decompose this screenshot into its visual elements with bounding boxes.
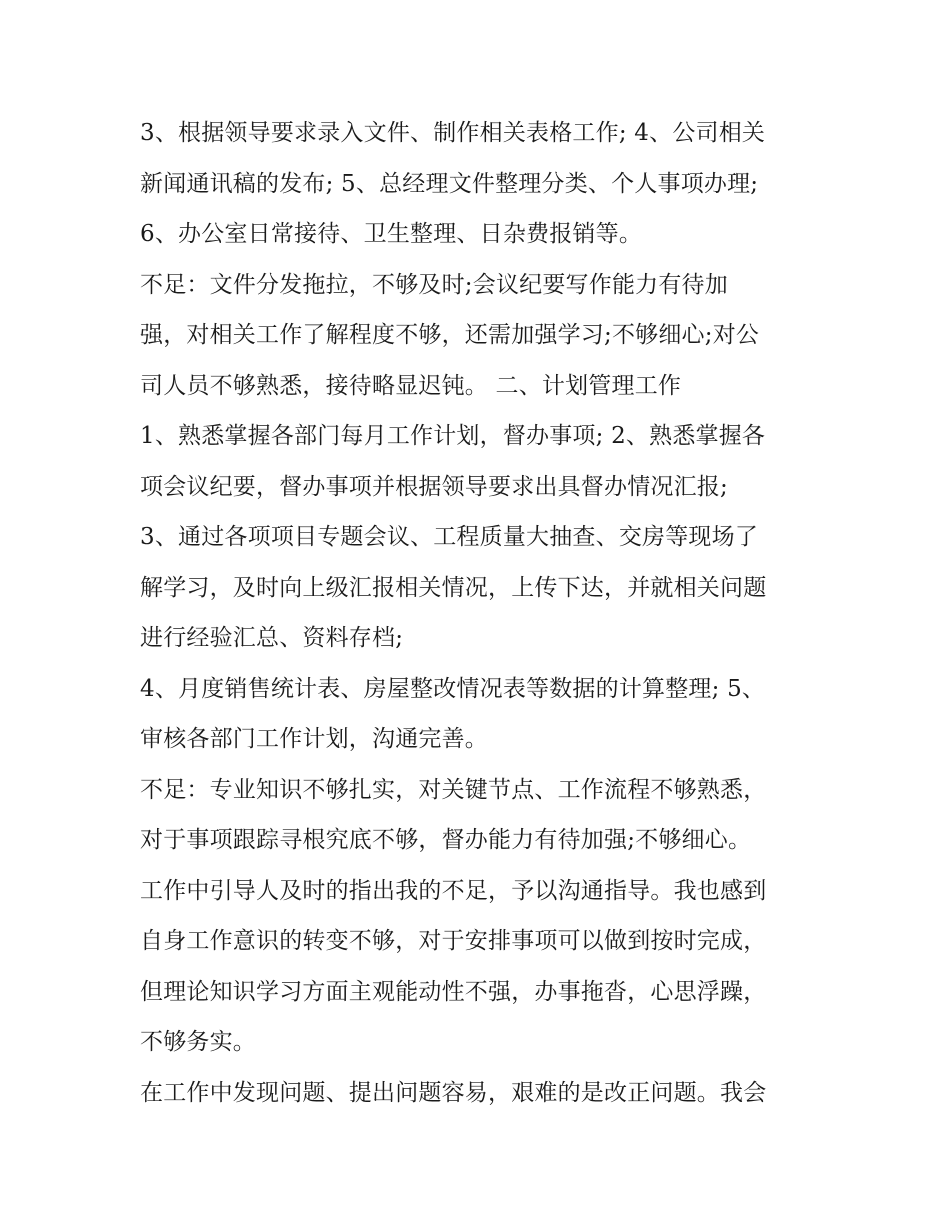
text-line: 但理论知识学习方面主观能动性不强，办事拖沓，心思浮躁， <box>140 978 767 1005</box>
text-line: 解学习，及时向上级汇报相关情况，上传下达，并就相关问题 <box>140 574 767 601</box>
document-body <box>140 108 820 1118</box>
text-line: 进行经验汇总、资料存档; <box>140 625 404 651</box>
text-line: 3、根据领导要求录入文件、制作相关表格工作; 4、公司相关 <box>140 120 766 146</box>
text-line: 4、月度销售统计表、房屋整改情况表等数据的计算整理; 5、 <box>140 675 766 702</box>
text-line: 强，对相关工作了解程度不够，还需加强学习;不够细心;对公 <box>140 322 760 348</box>
text-line: 6、办公室日常接待、卫生整理、日杂费报销等。 <box>140 221 643 247</box>
text-line: 司人员不够熟悉，接待略显迟钝。 二、计划管理工作 <box>140 372 682 399</box>
text-line: 不够务实。 <box>140 1029 256 1055</box>
text-line: 不足：专业知识不够扎实，对关键节点、工作流程不够熟悉， <box>140 776 767 803</box>
text-line: 审核各部门工作计划，沟通完善。 <box>140 726 488 752</box>
text-line: 新闻通讯稿的发布; 5、总经理文件整理分类、个人事项办理; <box>140 170 759 197</box>
text-line: 在工作中发现问题、提出问题容易，艰难的是改正问题。我会 <box>140 1079 767 1106</box>
text-line: 自身工作意识的转变不够，对于安排事项可以做到按时完成， <box>140 928 767 954</box>
text-line: 对于事项跟踪寻根究底不够，督办能力有待加强;不够细心。 <box>140 827 752 853</box>
text-line: 3、通过各项项目专题会议、工程质量大抽查、交房等现场了 <box>140 524 759 550</box>
text-line: 不足：文件分发拖拉，不够及时;会议纪要写作能力有待加 <box>140 271 728 298</box>
text-line: 工作中引导人及时的指出我的不足，予以沟通指导。我也感到 <box>140 877 767 904</box>
text-line: 1、熟悉掌握各部门每月工作计划，督办事项; 2、熟悉掌握各 <box>140 423 766 449</box>
text-line: 项会议纪要，督办事项并根据领导要求出具督办情况汇报; <box>140 473 728 500</box>
